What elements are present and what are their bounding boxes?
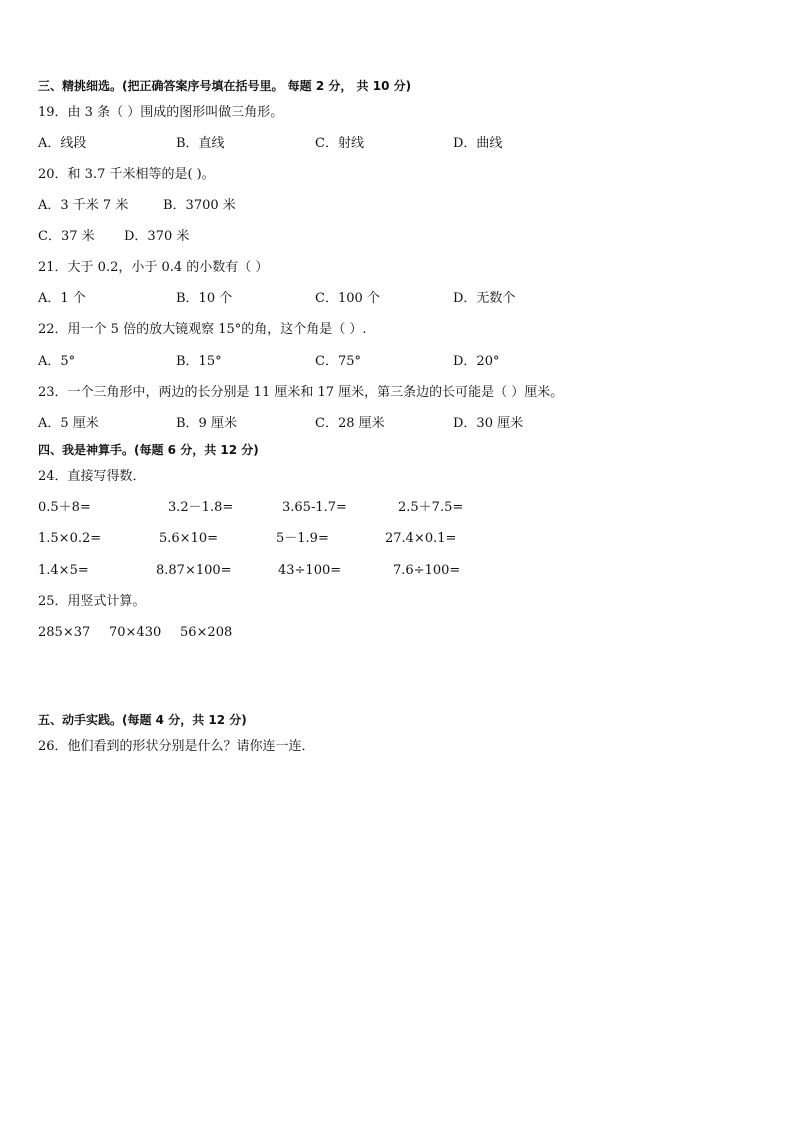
q24-item: 8.87×100=: [156, 563, 232, 578]
q22-option-a: A．5°: [38, 354, 76, 369]
q20-option-b: B．3700 米: [163, 198, 236, 213]
q25-item: 70×430: [109, 625, 162, 640]
q24-item: 0.5＋8=: [38, 500, 91, 515]
q21-option-a: A．1 个: [38, 291, 86, 306]
q20-option-c: C．37 米: [38, 229, 95, 244]
q25-stem: 25．用竖式计算。: [38, 594, 146, 609]
q19-option-b: B．直线: [176, 136, 225, 151]
q22-option-b: B．15°: [176, 354, 222, 369]
q24-item: 1.4×5=: [38, 563, 89, 578]
q21-option-b: B．10 个: [176, 291, 233, 306]
q23-option-a: A．5 厘米: [38, 416, 99, 431]
q23-option-c: C．28 厘米: [315, 416, 385, 431]
q19-option-d: D．曲线: [453, 136, 503, 151]
q24-stem: 24．直接写得数．: [38, 469, 146, 484]
q23-option-b: B．9 厘米: [176, 416, 237, 431]
q23-stem: 23．一个三角形中，两边的长分别是 11 厘米和 17 厘米，第三条边的长可能是（ ）厘米。: [38, 385, 564, 400]
section4-heading: 四、我是神算手。(每题 6 分，共 12 分): [38, 443, 259, 457]
q20-stem: 20．和 3.7 千米相等的是( )。: [38, 167, 215, 182]
q24-item: 2.5＋7.5=: [398, 500, 464, 515]
q22-option-d: D．20°: [453, 354, 500, 369]
q24-item: 27.4×0.1=: [385, 531, 457, 546]
q21-stem: 21．大于 0.2，小于 0.4 的小数有（ ）: [38, 260, 269, 275]
q20-option-d: D．370 米: [124, 229, 190, 244]
q19-option-c: C．射线: [315, 136, 364, 151]
q21-option-c: C．100 个: [315, 291, 380, 306]
section3-heading: 三、精挑细选。(把正确答案序号填在括号里。 每题 2 分， 共 10 分): [38, 79, 412, 93]
q23-option-d: D．30 厘米: [453, 416, 524, 431]
q24-item: 3.65-1.7=: [282, 500, 347, 515]
q19-stem: 19．由 3 条（ ）围成的图形叫做三角形。: [38, 105, 284, 120]
q22-option-c: C．75°: [315, 354, 361, 369]
q21-option-d: D．无数个: [453, 291, 516, 306]
q24-item: 5.6×10=: [159, 531, 219, 546]
q19-option-a: A．线段: [38, 136, 87, 151]
q24-item: 1.5×0.2=: [38, 531, 102, 546]
section5-heading: 五、动手实践。(每题 4 分，共 12 分): [38, 713, 247, 727]
q26-stem: 26．他们看到的形状分别是什么？请你连一连．: [38, 739, 315, 754]
q25-item: 56×208: [180, 625, 233, 640]
q22-stem: 22．用一个 5 倍的放大镜观察 15°的角，这个角是（ ）.: [38, 322, 367, 337]
q25-item: 285×37: [38, 625, 91, 640]
q24-item: 43÷100=: [278, 563, 342, 578]
q24-item: 5－1.9=: [276, 531, 329, 546]
q24-item: 7.6÷100=: [393, 563, 461, 578]
q24-item: 3.2－1.8=: [168, 500, 234, 515]
q20-option-a: A．3 千米 7 米: [38, 198, 129, 213]
